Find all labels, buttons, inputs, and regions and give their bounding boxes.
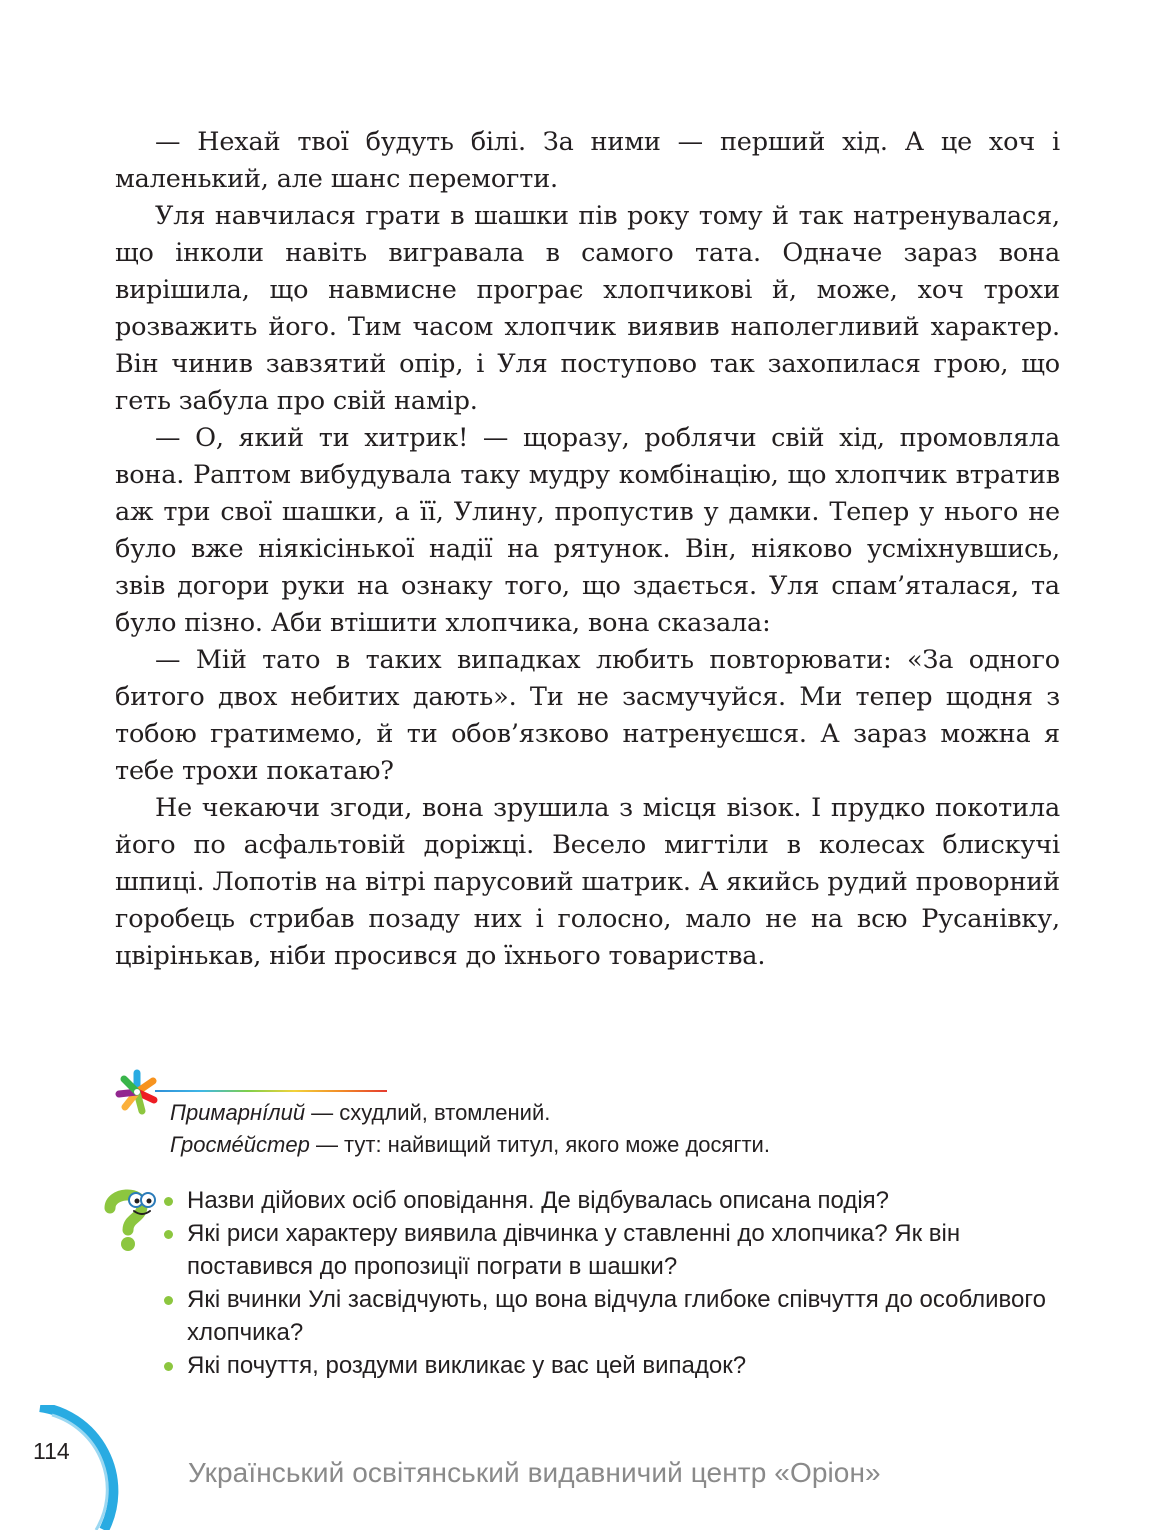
bullet-dot [164,1362,173,1371]
question-text: Які вчинки Улі засвідчують, що вона відчула глибоке співчуття до особливого хлопчика? [187,1286,1046,1346]
story-text [115,124,1060,975]
story-paragraph: — Нехай твої будуть білі. За ними — перший хід. А це хоч і маленький, але шанс перемогти. [115,127,1060,194]
question-text: Які риси характеру виявила дівчинка у ставленні до хлопчика? Як він поставився до пропозиції пограти в шашки? [187,1220,961,1280]
glossary [170,1097,1050,1161]
glossary-definition: — схудлий, втомлений. [305,1100,551,1125]
questions-list [162,1184,1067,1382]
question-text: Назви дійових осіб оповідання. Де відбувалась описана подія? [187,1187,889,1214]
story-paragraph: — Мій тато в таких випадках любить повторювати: «За одного битого двох небитих дають». Ти не засмучуйся. Ми тепер щодня з тобою гратимемо, й ти обов’язково натренуєшся. А зараз можна я тебе трохи покатаю? [115,645,1060,786]
glossary-definition: — тут: найвищий титул, якого може досягти. [309,1132,770,1157]
question-mark-mascot-icon [102,1186,162,1252]
question-item [162,1349,1067,1382]
glossary-divider [155,1090,387,1092]
question-item [162,1184,1067,1217]
glossary-entry [170,1097,1050,1129]
glossary-term: Гросмéйстер [170,1132,310,1157]
bullet-dot [164,1197,173,1206]
story-paragraph: — О, який ти хитрик! — щоразу, роблячи свій хід, промовляла вона. Раптом вибудувала таку мудру комбінацію, що хлопчик втратив аж три свої шашки, а її, Улину, пропустив у дамки. Тепер у нього не було вже ніякісінької надії на рятунок. Він, ніяково усміхнувшись, звів догори руки на ознаку того, що здається. Уля спам’яталася, та було пізно. Аби втішити хлопчика, вона сказала: [115,423,1060,638]
publisher-name: Український освітянський видавничий центр «Оріон» [188,1457,881,1488]
story-paragraph: Не чекаючи згоди, вона зрушила з місця візок. І прудко покотила його по асфальтовій доріжці. Весело мигтіли в колесах блискучі шпиці. Лопотів на вітрі парусовий шатрик. А якийсь рудий проворний горобець стрибав позаду них і голосно, мало не на всю Русанівку, цвірінькав, ніби просився до їхнього товариства. [115,793,1060,971]
page-number: 114 [33,1438,70,1464]
question-text: Які почуття, роздуми викликає у вас цей випадок? [187,1352,747,1379]
question-item [162,1283,1067,1349]
page-corner-arc [0,1405,125,1530]
glossary-entry [170,1129,1050,1161]
bullet-dot [164,1230,173,1239]
flower-star-icon [113,1068,161,1116]
story-paragraph: Уля навчилася грати в шашки пів року тому й так натренувалася, що інколи навіть вигравала в самого тата. Одначе зараз вона вирішила, що навмисне програє хлопчикові й, може, хоч трохи розважить його. Тим часом хлопчик виявив наполегливий характер. Він чинив завзятий опір, і Уля поступово так захопилася грою, що геть забула про свій намір. [115,201,1060,416]
glossary-term: Примарнíлий [170,1100,306,1125]
bullet-dot [164,1296,173,1305]
question-item [162,1217,1067,1283]
